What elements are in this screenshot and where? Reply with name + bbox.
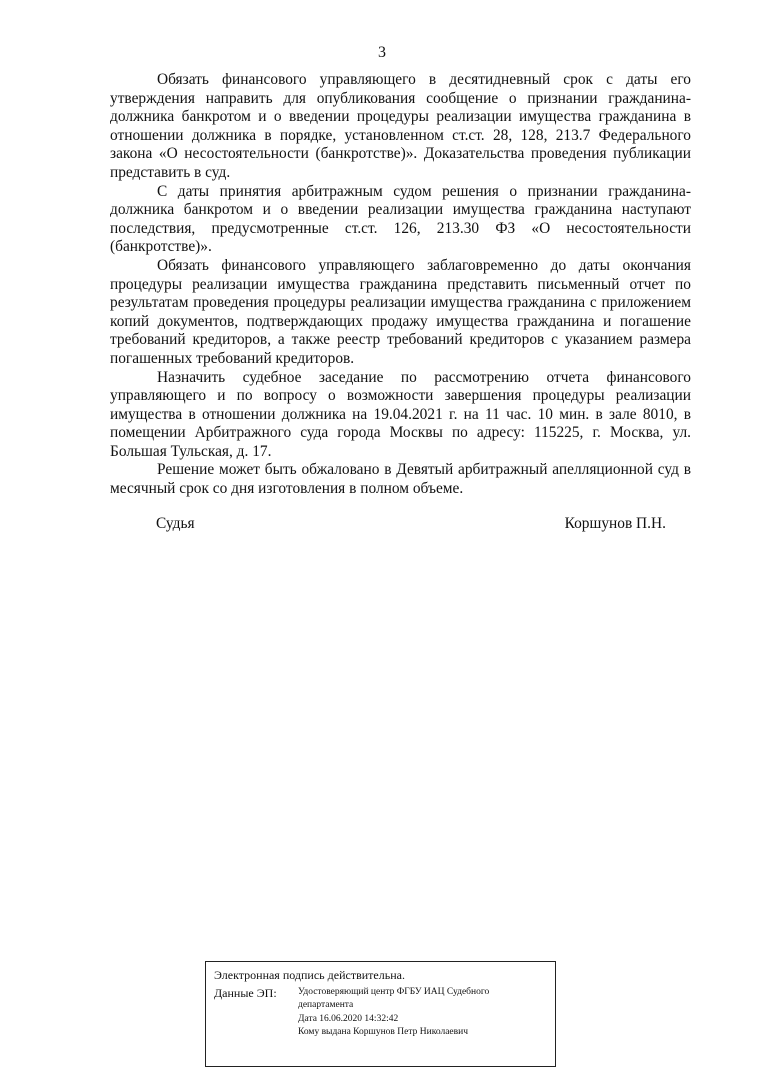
paragraph-report-duty: Обязать финансового управляющего заблаговременно до даты окончания процедуры реализации имущества гражданина представить письменный отчет по результатам проведения процедуры реализации имущества гражданина с приложением копий документов, подтверждающих продажу имущества гражданина и погашение требований кредиторов, а также реестр требований кредиторов с указанием размера погашенных требований кредиторов. <box>110 256 691 367</box>
judge-name: Коршунов П.Н. <box>564 515 666 532</box>
esig-details <box>298 986 489 1040</box>
document-body <box>110 71 691 499</box>
page-number: 3 <box>378 44 386 61</box>
signature-row <box>156 515 666 534</box>
paragraph-publication-duty: Обязать финансового управляющего в десятидневный срок с даты его утверждения направить для опубликования сообщение о признании гражданина-должника банкротом и о введении процедуры реализации имущества гражданина в отношении должника в порядке, установленном ст.ст. 28, 128, 213.7 Федерального закона «О несостоятельности (банкротстве)». Доказательства проведения публикации представить в суд. <box>110 71 691 181</box>
judge-role: Судья <box>156 515 195 532</box>
esig-data <box>214 986 547 1040</box>
electronic-signature-stamp <box>205 961 556 1067</box>
paragraph-hearing-schedule: Назначить судебное заседание по рассмотрению отчета финансового управляющего и по вопросу о возможности завершения процедуры реализации имущества в отношении должника на 19.04.2021 г. на 11 час. 10 мин. в зале 8010, в помещении Арбитражного суда города Москвы по адресу: 115225, г. Москва, ул. Большая Тульская, д. 17. <box>110 368 691 460</box>
esig-date: Дата 16.06.2020 14:32:42 <box>298 1013 399 1024</box>
esig-data-label: Данные ЭП: <box>214 986 277 1000</box>
esig-issuer-continued: департамента <box>298 1000 354 1011</box>
paragraph-bankruptcy-consequences: С даты принятия арбитражным судом решения о признании гражданина-должника банкротом и о введении реализации имущества гражданина наступают последствия, предусмотренные ст.ст. 126, 213.30 ФЗ «О несостоятельности (банкротстве)». <box>110 182 691 256</box>
esig-issuer: Удостоверяющий центр ФГБУ ИАЦ Судебного <box>298 987 490 997</box>
paragraph-appeal-notice: Решение может быть обжаловано в Девятый арбитражный апелляционной суд в месячный срок со дня изготовления в полном объеме. <box>110 461 691 498</box>
esig-title: Электронная подпись действительна. <box>214 968 405 982</box>
esig-owner: Кому выдана Коршунов Петр Николаевич <box>298 1027 468 1038</box>
